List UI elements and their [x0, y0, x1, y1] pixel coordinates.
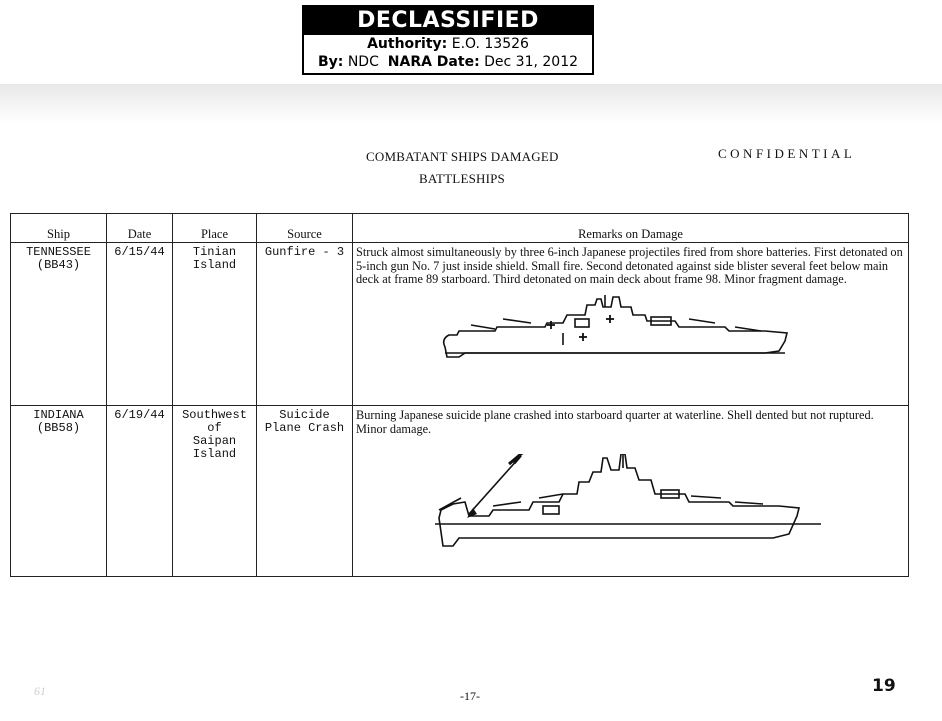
source-cell [257, 406, 352, 435]
date-cell: 6/19/44 [114, 408, 165, 422]
authority-value: E.O. 13526 [451, 36, 529, 52]
source-line: Gunfire - 3 [264, 245, 345, 259]
place-line: Island [192, 447, 237, 461]
stamp-heading: DECLASSIFIED [304, 7, 592, 35]
tennessee-profile-diagram [435, 295, 815, 375]
stamp-by-date [304, 53, 592, 71]
place-line: Southwest of [182, 408, 247, 435]
ship-hull: (BB58) [36, 421, 81, 435]
by-value: NDC [347, 54, 379, 70]
place-line: Tinian [192, 245, 237, 259]
place-line: Island [192, 258, 237, 272]
page-center-number: -17- [460, 689, 480, 703]
col-place: Place [173, 214, 257, 243]
source-cell [257, 243, 352, 259]
page-number: 19 [872, 676, 896, 696]
date-label: NARA Date: [387, 54, 480, 70]
col-source: Source [257, 214, 353, 243]
stamp-authority [304, 35, 592, 53]
table-row [11, 243, 909, 406]
table-header-row [11, 214, 909, 243]
classification-mark: CONFIDENTIAL [718, 146, 856, 161]
place-line: Saipan [192, 434, 237, 448]
source-line: Plane Crash [264, 421, 345, 435]
place-cell [173, 243, 256, 272]
date-cell: 6/15/44 [114, 245, 165, 259]
place-cell [173, 406, 256, 461]
remarks-text: Burning Japanese suicide plane crashed into starboard quarter at waterline. Shell dented but not ruptured. Minor damage. [356, 408, 874, 436]
corner-mark: 61 [34, 684, 46, 698]
ship-cell [11, 406, 106, 435]
ship-hull: (BB43) [36, 258, 81, 272]
ship-name: TENNESSEE [26, 245, 91, 259]
ship-cell [11, 243, 106, 272]
indiana-profile-diagram [429, 454, 829, 564]
page-subtitle: BATTLESHIPS [419, 171, 505, 186]
scan-shadow [0, 84, 942, 124]
damage-table [10, 213, 909, 577]
col-date: Date [107, 214, 173, 243]
by-label: By: [317, 54, 344, 70]
table-row [11, 406, 909, 577]
authority-label: Authority: [367, 36, 448, 52]
declassified-stamp [302, 5, 594, 75]
col-ship: Ship [11, 214, 107, 243]
date-value: Dec 31, 2012 [484, 54, 579, 70]
source-line: Suicide [279, 408, 330, 422]
page-title: COMBATANT SHIPS DAMAGED [366, 149, 559, 164]
remarks-text: Struck almost simultaneously by three 6-inch Japanese projectiles fired from shore batteries. First detonated on 5-inch gun No. 7 just inside shield. Small fire. Second detonated against side blister several feet below main deck at frame 89 starboard. Third detonated on main deck about frame 98. Minor fragment damage. [356, 245, 903, 286]
ship-name: INDIANA [33, 408, 84, 422]
col-remarks: Remarks on Damage [353, 214, 909, 243]
